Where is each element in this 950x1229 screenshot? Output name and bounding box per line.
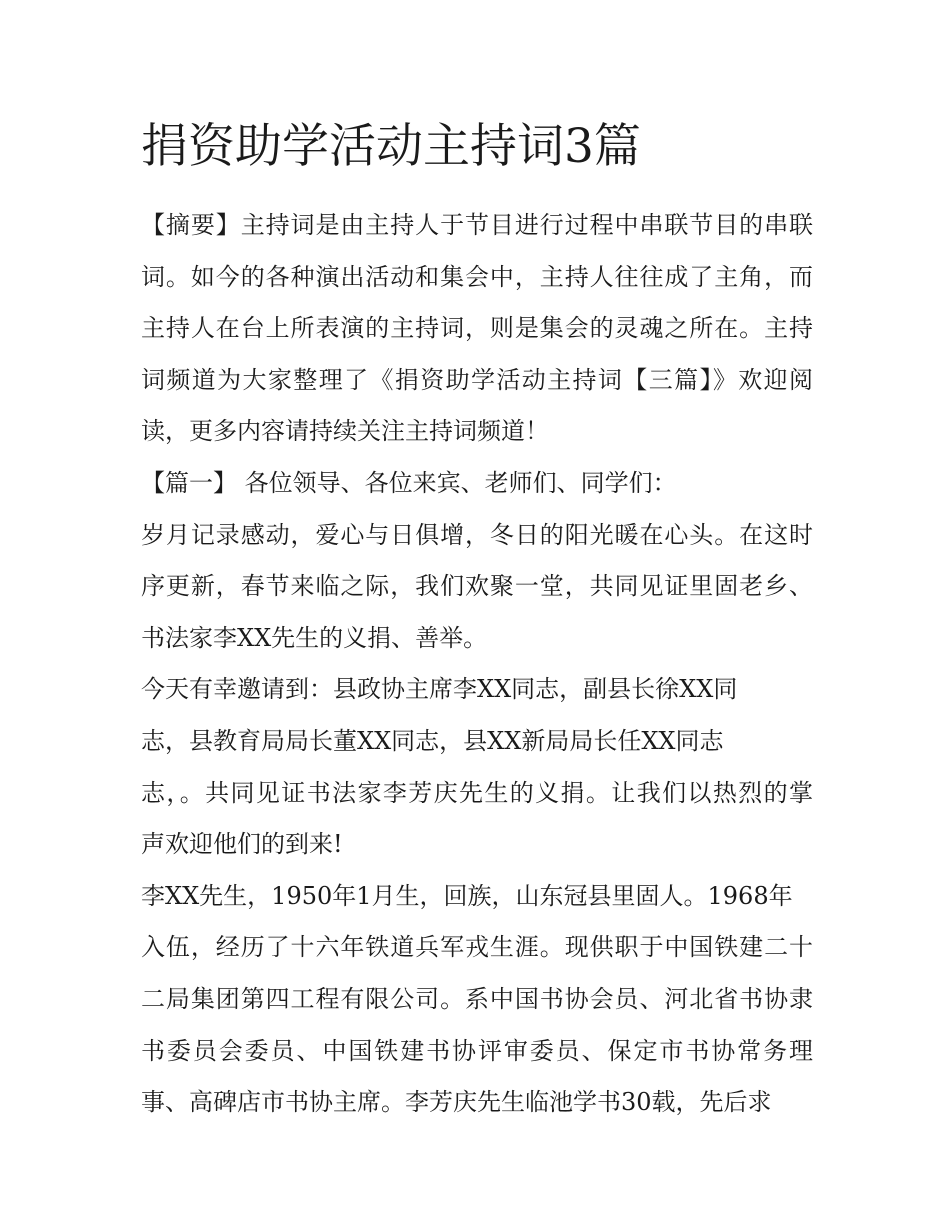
text-line: 声欢迎他们的到来! — [141, 830, 343, 859]
text-line: 今天有幸邀请到：县政协主席李XX同志，副县长徐XX同 — [141, 675, 738, 704]
text-line: 志，。共同见证书法家李芳庆先生的义捐。让我们以热烈的掌 — [141, 778, 813, 807]
text-line: 岁月记录感动，爱心与日俱增，冬日的阳光暖在心头。在这时 — [141, 520, 813, 549]
document-title: 捐资助学活动主持词3篇 — [141, 119, 641, 174]
document-page — [141, 112, 813, 1129]
document-body — [141, 200, 813, 1129]
text-line: 李XX先生，1950年1月生，回族，山东冠县里固人。1968年 — [141, 881, 793, 910]
text-line: 事、高碑店市书协主席。李芳庆先生临池学书30载，先后求 — [141, 1088, 772, 1117]
text-line: 【摘要】主持词是由主持人于节目进行过程中串联节目的串联 — [141, 211, 813, 239]
text-line: 序更新，春节来临之际，我们欢聚一堂，共同见证里固老乡、 — [141, 572, 813, 601]
text-line: 主持人在台上所表演的主持词，则是集会的灵魂之所在。主持 — [141, 314, 813, 343]
text-line: 志，县教育局局长董XX同志，县XX新局局长任XX同志 — [141, 726, 724, 755]
text-line: 【篇一】 各位领导、各位来宾、老师们、同学们： — [141, 468, 677, 497]
text-line: 读，更多内容请持续关注主持词频道！ — [141, 417, 549, 446]
text-line: 词频道为大家整理了《捐资助学活动主持词【三篇】》欢迎阅 — [141, 365, 813, 394]
text-line: 入伍，经历了十六年铁道兵军戎生涯。现供职于中国铁建二十 — [141, 933, 813, 962]
text-line: 书委员会委员、中国铁建书协评审委员、保定市书协常务理 — [141, 1036, 813, 1065]
text-line: 词。如今的各种演出活动和集会中，主持人往往成了主角，而 — [141, 262, 813, 291]
text-line: 二局集团第四工程有限公司。系中国书协会员、河北省书协隶 — [141, 984, 813, 1013]
text-line: 书法家李XX先生的义捐、善举。 — [141, 623, 488, 652]
